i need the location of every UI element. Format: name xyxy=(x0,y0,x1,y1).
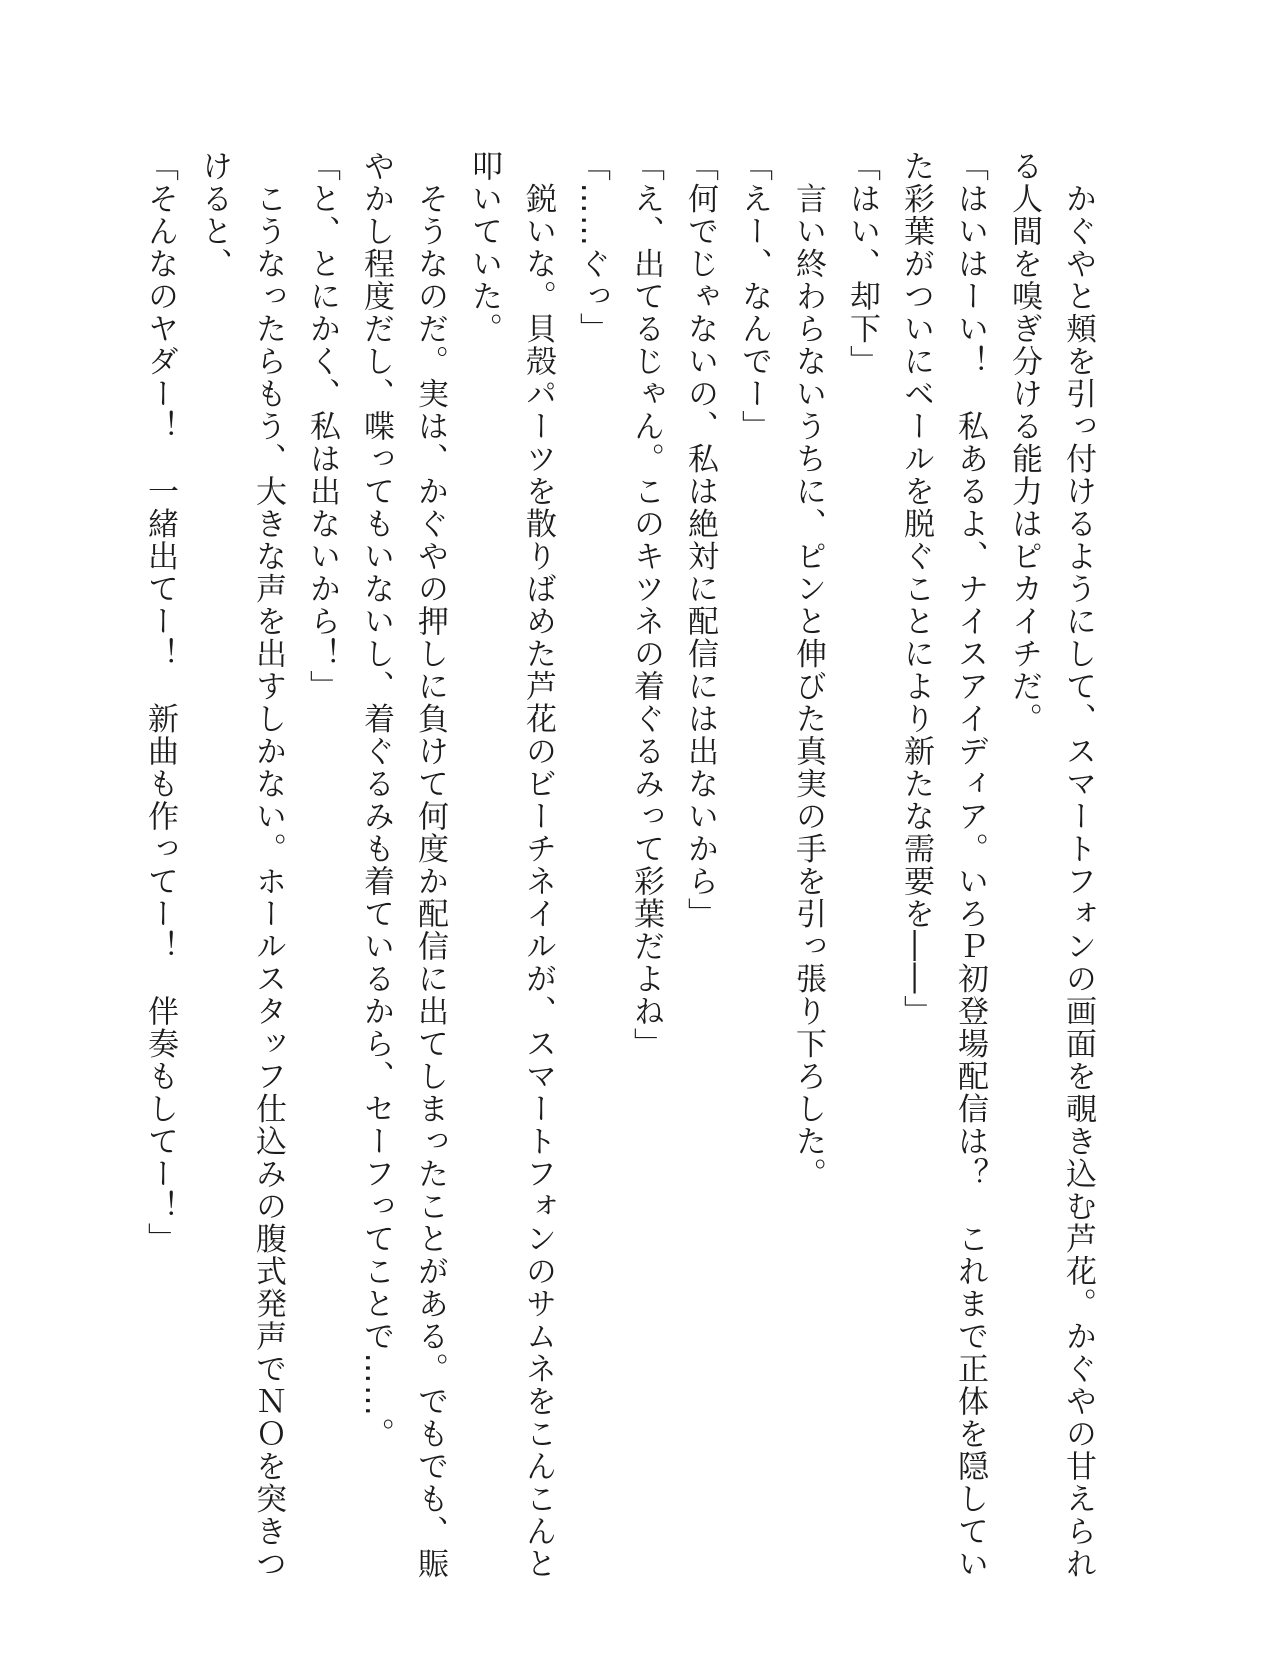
text-line: 「……ぐっ」 xyxy=(574,150,610,345)
text-line: 「え、出てるじゃん。このキツネの着ぐるみって彩葉だよね」 xyxy=(628,150,664,1060)
text-line: 「何でじゃないの、私は絶対に配信には出ないから」 xyxy=(682,150,718,930)
text-line: こうなったらもう、大きな声を出すしかない。ホールスタッフ仕込みの腹式発声でＮＯを突きつ xyxy=(250,150,286,1580)
text-line: 「えー、なんでー」 xyxy=(736,150,772,443)
text-line: そうなのだ。実は、かぐやの押しに負けて何度か配信に出てしまったことがある。でもでも、賑 xyxy=(412,150,448,1580)
text-line: 「はいはーい！ 私あるよ、ナイスアイディア。いろＰ初登場配信は？ これまで正体を隠してい xyxy=(952,150,988,1580)
text-line: 「と、とにかく、私は出ないから！」 xyxy=(304,150,340,703)
text-line: かぐやと頬を引っ付けるようにして、スマートフォンの画面を覗き込む芦花。かぐやの甘えられ xyxy=(1060,150,1096,1580)
text-line: 鋭いな。貝殻パーツを散りばめた芦花のビーチネイルが、スマートフォンのサムネをこんこんと xyxy=(520,150,556,1580)
text-line: 叩いていた。 xyxy=(466,150,502,345)
text-line: た彩葉がついにベールを脱ぐことにより新たな需要を――」 xyxy=(898,150,934,1028)
text-line: やかし程度だし、喋ってもいないし、着ぐるみも着ているから、セーフってことで……。 xyxy=(358,150,394,1450)
text-line: 言い終わらないうちに、ピンと伸びた真実の手を引っ張り下ろした。 xyxy=(790,150,826,1190)
text-line: 「そんなのヤダー！ 一緒出てー！ 新曲も作ってー！ 伴奏もしてー！」 xyxy=(142,150,178,1255)
text-line: 「はい、却下」 xyxy=(844,150,880,378)
text-line: けると、 xyxy=(196,150,232,280)
vertical-text-body xyxy=(133,150,1105,1580)
text-line: る人間を嗅ぎ分ける能力はピカイチだ。 xyxy=(1006,150,1042,735)
